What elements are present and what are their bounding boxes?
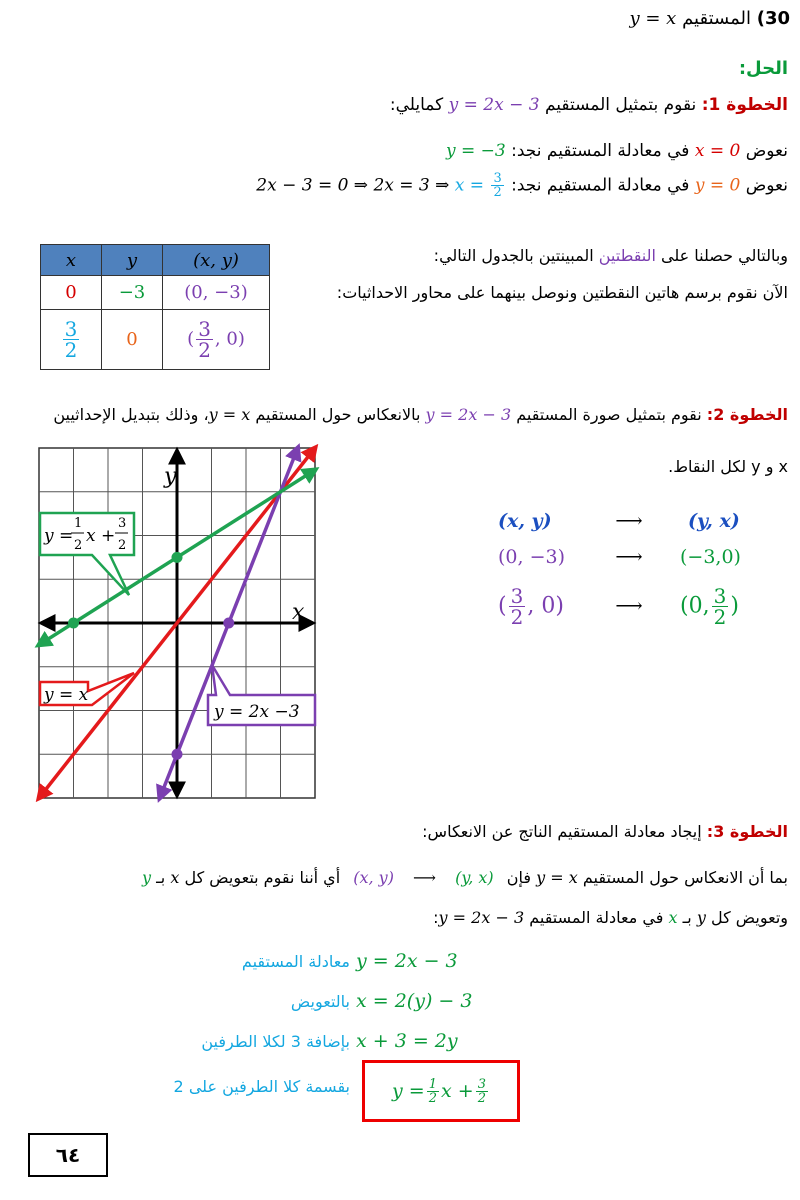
- frac-den: 2: [64, 338, 78, 362]
- coordinate-mapping: [498, 503, 748, 637]
- sub2-x-label: x =: [454, 175, 485, 196]
- para1-arrow: ⟶: [413, 868, 436, 887]
- sub2-text-a: نعوض: [745, 175, 788, 196]
- map-row: [498, 539, 748, 575]
- step1-text-after: كمايلي:: [389, 95, 444, 115]
- step3-intro: [422, 822, 788, 841]
- solution-desc-3: بإضافة 3 لكلا الطرفين: [201, 1032, 350, 1051]
- problem-equation: y = x: [629, 8, 677, 29]
- points-text-a: وبالتالي حصلنا على: [661, 246, 788, 265]
- map-arrow: ⟶: [615, 595, 643, 617]
- map-arrow: ⟶: [615, 510, 643, 532]
- points-table: [40, 244, 270, 370]
- plot-text: الآن نقوم برسم هاتين النقطتين ونوصل بينهما على محاور الاحداثيات:: [336, 283, 788, 302]
- solution-desc-1: معادلة المستقيم: [241, 952, 350, 971]
- step1-intro: [390, 95, 788, 115]
- sub2-chain: 2x − 3 = 0 ⇒ 2x = 3 ⇒: [256, 175, 450, 196]
- series-point: [172, 552, 183, 563]
- final-frac1: [427, 1078, 439, 1105]
- points-text-b: المبينتين بالجدول التالي:: [433, 246, 594, 265]
- step2-intro: [53, 405, 788, 424]
- step2-text-b: بالانعكاس حول المستقيم: [255, 405, 421, 424]
- final-frac2: [476, 1078, 488, 1105]
- sub2-math: [256, 172, 505, 199]
- sub2-y-eq: y = 0: [694, 175, 741, 196]
- step1-label: الخطوة 1:: [701, 95, 788, 115]
- step2-equation: y = 2x − 3: [425, 405, 512, 424]
- step2-text-c: ، وذلك بتبديل الإحداثيين: [53, 405, 209, 424]
- sub2-text-b: في معادلة المستقيم نجد:: [511, 175, 690, 196]
- map-row: [498, 503, 748, 539]
- axis-x-label: x: [292, 600, 305, 625]
- step1-sub2: [256, 172, 788, 199]
- problem-header: [629, 8, 790, 29]
- page-number: ٦٤: [28, 1133, 108, 1177]
- step2-text-a: نقوم بتمثيل صورة المستقيم: [516, 405, 702, 424]
- series-point: [68, 618, 79, 629]
- final-d2: 2: [477, 1090, 486, 1106]
- para2-y: y: [696, 908, 706, 927]
- green-label-n1: 1: [74, 516, 83, 531]
- final-d1: 2: [428, 1090, 437, 1106]
- step1-equation: y = 2x − 3: [448, 95, 540, 115]
- table-row: [41, 310, 270, 370]
- table-cell: (0, −3): [163, 276, 270, 310]
- solution-desc-final: بقسمة كلا الطرفين على 2: [173, 1077, 350, 1096]
- frac-den: 2: [198, 338, 211, 362]
- map-from: (x, y): [498, 510, 552, 532]
- series-point: [223, 618, 234, 629]
- para2-a: وتعويض كل: [710, 908, 788, 927]
- para1-map-to: (y, x): [455, 868, 494, 887]
- para1-mirror: y = x: [536, 868, 578, 887]
- para1-x: x: [170, 868, 180, 887]
- sub1-text-a: نعوض: [745, 141, 788, 161]
- para2-b: بـ: [682, 908, 692, 927]
- map-from-rest: , 0: [527, 593, 556, 618]
- map-from: ( $\frac{3}{2}$ , 0): [498, 583, 564, 629]
- final-n2: 3: [477, 1076, 486, 1092]
- para1-d: بـ: [156, 868, 166, 887]
- step1-text: نقوم بتمثيل المستقيم: [544, 95, 697, 115]
- xy-open: (: [187, 328, 195, 350]
- sub1-text-b: في معادلة المستقيم نجد:: [511, 141, 690, 161]
- final-answer-box: [362, 1060, 520, 1122]
- table-row: [41, 276, 270, 310]
- xy-close: , 0): [214, 328, 245, 350]
- table-header: (x, y): [163, 245, 270, 276]
- solution-eq-2: x = 2(y) − 3: [356, 990, 473, 1012]
- green-label-mid: x +: [86, 526, 116, 546]
- final-mid: x +: [441, 1080, 474, 1102]
- table-header: x: [41, 245, 102, 276]
- map-row: [498, 575, 748, 637]
- frac-num: 3: [198, 317, 211, 341]
- para2-x: x: [668, 908, 678, 927]
- green-label-n2: 3: [118, 516, 127, 531]
- map-to: (−3,0): [680, 546, 741, 568]
- solution-eq-1: y = 2x − 3: [356, 950, 458, 972]
- final-pre: y =: [392, 1080, 425, 1102]
- step2-label: الخطوة 2:: [706, 405, 788, 424]
- problem-number: 30): [756, 8, 790, 29]
- frac-num: 3: [713, 583, 727, 608]
- solution-desc-2: بالتعويض: [290, 992, 350, 1011]
- table-cell: 0: [102, 310, 163, 370]
- step3-label: الخطوة 3:: [706, 822, 788, 841]
- map-frac: [712, 583, 729, 629]
- map-from: (0, −3): [498, 546, 566, 568]
- purple-label: y = 2x −3: [214, 702, 300, 722]
- table-header: y: [102, 245, 163, 276]
- frac-num: 3: [64, 317, 78, 341]
- green-label-d2: 2: [118, 538, 127, 553]
- table-header-row: [41, 245, 270, 276]
- sub2-num: 3: [493, 171, 502, 186]
- sub1-result: y = −3: [446, 141, 506, 161]
- red-label: y = x: [44, 685, 89, 705]
- points-word: النقطتين: [598, 246, 656, 265]
- map-to: (y, x): [688, 510, 740, 532]
- para1-a: بما أن الانعكاس حول المستقيم: [582, 868, 788, 887]
- table-cell: −3: [102, 276, 163, 310]
- coordinate-graph: [34, 443, 320, 803]
- axis-y-label: y: [164, 464, 177, 489]
- series-point: [172, 749, 183, 760]
- points-text: [434, 246, 788, 265]
- problem-text: المستقيم: [682, 8, 751, 29]
- map-to: (0, $\frac{3}{2}$ ): [680, 583, 739, 629]
- step1-sub1: [446, 141, 788, 161]
- map-frac: [509, 583, 526, 629]
- para1-c: أي أننا نقوم بتعويض كل: [184, 868, 341, 887]
- frac-den: 2: [713, 604, 727, 629]
- step2-mirror: y = x: [208, 405, 251, 424]
- table-cell: [163, 310, 270, 370]
- solution-label: الحل:: [738, 58, 788, 79]
- green-label-pre: y =: [44, 526, 74, 546]
- map-arrow: ⟶: [615, 546, 643, 568]
- sub2-fraction: [491, 172, 503, 199]
- sub2-den: 2: [493, 185, 502, 200]
- para1-b: فإن: [506, 868, 532, 887]
- para2-c: في معادلة المستقيم: [529, 908, 664, 927]
- step3-para1: [142, 868, 788, 887]
- para1-map: [345, 868, 501, 887]
- sub1-x-eq: x = 0: [694, 141, 741, 161]
- step3-text: إيجاد معادلة المستقيم الناتج عن الانعكاس:: [422, 822, 702, 841]
- final-n1: 1: [428, 1076, 437, 1092]
- solution-eq-3: x + 3 = 2y: [356, 1030, 458, 1052]
- table-cell: [41, 310, 102, 370]
- para2-eq: y = 2x − 3: [438, 908, 525, 927]
- green-label-d1: 2: [74, 538, 83, 553]
- table-cell: 0: [41, 276, 102, 310]
- para1-y: y: [141, 868, 151, 887]
- para1-map-from: (x, y): [353, 868, 394, 887]
- frac-num: 3: [510, 583, 524, 608]
- step2-text-d: x و y لكل النقاط.: [668, 457, 788, 476]
- step3-para2: وتعويض كل y بـ x في معادلة المستقيم y = 2x − 3:: [433, 908, 788, 927]
- map-to-pre: 0,: [688, 593, 710, 618]
- table-fraction: [63, 319, 80, 360]
- frac-den: 2: [510, 604, 524, 629]
- table-fraction: [196, 319, 213, 360]
